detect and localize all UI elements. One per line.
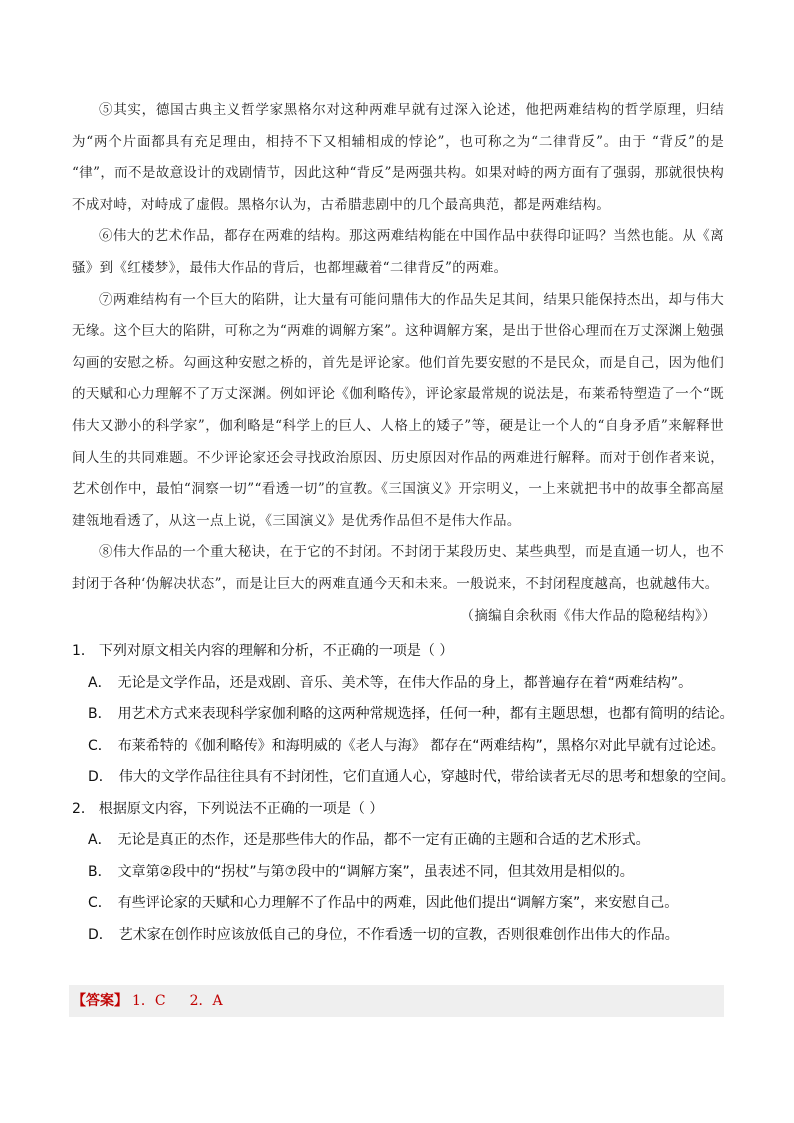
option-text: 无论是真正的杰作，还是那些伟大的作品，都不一定有正确的主题和合适的艺术形式。 — [117, 832, 650, 848]
option-text: 有些评论家的天赋和心力理解不了作品中的两难，因此他们提出“调解方案”，来安慰自己。 — [117, 895, 679, 911]
question-text: 根据原文内容，下列说法不正确的一项是（ ） — [98, 800, 384, 817]
option-text: 布莱希特的《伽利略传》和海明威的《老人与海》 都存在“两难结构”，黑格尔对此早就有过论述。 — [117, 737, 725, 754]
reading-passage — [72, 95, 724, 632]
option-letter: A． — [88, 674, 112, 691]
option-letter: C． — [88, 895, 112, 911]
option-c — [88, 731, 732, 763]
option-letter: D． — [88, 769, 113, 785]
option-b — [88, 699, 732, 731]
option-a — [88, 668, 732, 700]
option-letter: B． — [88, 706, 112, 722]
question-2 — [72, 794, 732, 952]
question-stem — [72, 794, 732, 826]
option-text: 艺术家在创作时应该放低自己的身位，不作看透一切的宣教，否则很难创作出伟大的作品。 — [118, 926, 679, 943]
question-number: 1． — [72, 643, 95, 659]
paragraph-8: ⑧伟大作品的一个重大秘诀，在于它的不封闭。不封闭于某段历史、某些典型，而是直通一切人，也不封闭于各种‘伪解决状态”，而是让巨大的两难直通今天和未来。一般说来，不封闭程度越高，也就越伟大。 — [72, 544, 724, 592]
option-text: 无论是文学作品，还是戏剧、音乐、美术等，在伟大作品的身上，都普遍存在着“两难结构”。 — [117, 674, 693, 691]
option-letter: B． — [88, 863, 112, 880]
option-d — [88, 920, 732, 952]
option-a — [88, 825, 732, 857]
question-stem — [72, 636, 732, 668]
option-b — [88, 857, 732, 889]
option-letter: C． — [88, 737, 112, 754]
question-number: 2． — [72, 800, 95, 817]
paragraph-6: ⑥伟大的艺术作品，都存在两难的结构。那这两难结构能在中国作品中获得印证吗？当然也能。从《离骚》到《红楼梦》，最伟大作品的背后，也都埋藏着“二律背反”的两难。 — [72, 228, 724, 276]
option-letter: A． — [88, 832, 112, 848]
option-text: 文章第②段中的“拐杖”与第⑦段中的“调解方案”，虽表述不同，但其效用是相似的。 — [117, 863, 634, 880]
source-line — [72, 601, 724, 633]
question-1 — [72, 636, 735, 794]
source-citation: （摘编自余秋雨《伟大作品的隐秘结构》） — [460, 607, 716, 624]
answer-1: 1．C — [132, 993, 166, 1009]
option-letter: D． — [88, 926, 113, 943]
paragraph-7: ⑦两难结构有一个巨大的陷阱，让大量有可能问鼎伟大的作品失足其间，结果只能保持杰出，却与伟大无缘。这个巨大的陷阱，可称之为“两难的调解方案”。这种调解方案，是出于世俗心理而在万丈深渊上勉强勾画的安慰之桥。勾画这种安慰之桥的，首先是评论家。他们首先要安慰的不是民众，而是自己，因为他们的天赋和心力理解不了万丈深渊。例如评论《伽利略传》，评论家最常规的说法是，布莱希特塑造了一个“既伟大又渺小的科学家”，伽利略是“科学上的巨人、人格上的矮子”等，硬是让一个人的“自身矛盾”来解释世间人生的共同难题。不少评论家还会寻找政治原因、历史原因对作品的两难进行解释。而对于创作者来说，艺术创作中，最怕“洞察一切”“看透一切”的宣教。《三国演义》开宗明义，一上来就把书中的故事全都高屋建瓴地看透了，从这一点上说，《三国演义》是优秀作品但不是伟大作品。 — [72, 291, 724, 529]
answer-2: 2．A — [189, 993, 223, 1009]
option-text: 用艺术方式来表现科学家伽利略的这两种常规选择，任何一种，都有主题思想，也都有简明的结论。 — [117, 706, 734, 722]
answer-label: 【答案】 — [72, 993, 128, 1009]
paragraph-5: ⑤其实，德国古典主义哲学家黑格尔对这种两难早就有过深入论述，他把两难结构的哲学原理，归结为“两个片面都具有充足理由，相持不下又相辅相成的悖论”，也可称之为“二律背反”。由于 “背反”的是 “律”，而不是故意设计的戏剧情节，因此这种“背反”是两强共构。如果对峙的两方面有了强弱，那就很快构不成对峙，对峙成了虚假。黑格尔认为，古希腊悲剧中的几个最高典范，都是两难结构。 — [72, 102, 724, 213]
answer-bar — [69, 985, 724, 1017]
option-c — [88, 888, 732, 920]
option-text: 伟大的文学作品往往具有不封闭性，它们直通人心，穿越时代，带给读者无尽的思考和想象的空间。 — [118, 769, 735, 785]
option-d — [88, 762, 735, 794]
question-list — [72, 636, 735, 951]
question-text: 下列对原文相关内容的理解和分析，不正确的一项是（ ） — [98, 643, 454, 659]
